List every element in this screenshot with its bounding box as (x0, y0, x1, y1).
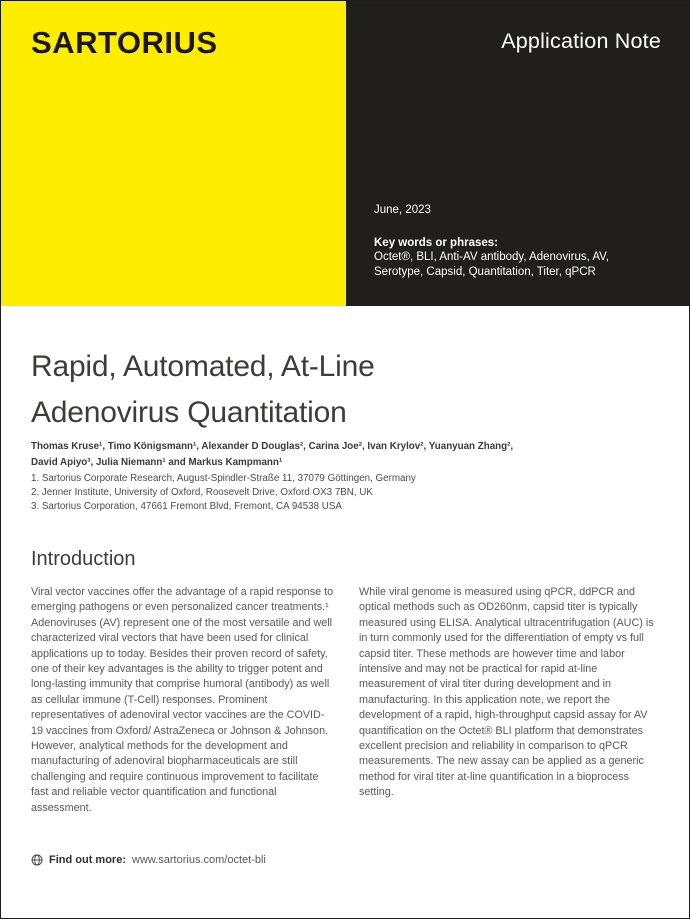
footer (31, 854, 266, 866)
introduction-column-left: Viral vector vaccines offer the advantage of a rapid response to emerging pathogens or even personalized cancer treatments.¹ Adenoviruses (AV) represent one of the most versatile and well characterized viral vectors that have been used for clinical applications up to today. Besides their proven record of safety, one of their key advantages is the ability to trigger potent and long-lasting immunity that comprise humoral (antibody) as well as cellular immune (T-Cell) responses. Prominent representatives of adenoviral vector vaccines are the COVID-19 vaccines from Oxford/ AstraZeneca or Johnson & Johnson. However, analytical methods for the development and manufacturing of adenoviral biopharmaceuticals are still challenging and require continuous improvement to facilitate fast and reliable vector quantification and functional assessment. (31, 586, 334, 814)
document-meta (374, 203, 609, 279)
page-title-line1: Rapid, Automated, At-Line (31, 350, 375, 383)
keywords-label: Key words or phrases: (374, 236, 498, 249)
keywords-line: Octet®, BLI, Anti-AV antibody, Adenovirus, AV, (374, 251, 609, 263)
document-type-label: Application Note (501, 29, 661, 53)
affiliation-line: 2. Jenner Institute, University of Oxford, Roosevelt Drive, Oxford OX3 7BN, UK (31, 487, 373, 498)
page-title-line2: Adenovirus Quantitation (31, 396, 347, 429)
section-heading-introduction: Introduction (31, 548, 136, 570)
affiliation-line: 3. Sartorius Corporation, 47661 Fremont Blvd, Fremont, CA 94538 USA (31, 501, 342, 512)
authors-line: David Apiyo³, Julia Niemann¹ and Markus Kampmann¹ (31, 457, 283, 468)
brand-header-panel (1, 1, 346, 306)
authors-line: Thomas Kruse¹, Timo Königsmann¹, Alexander D Douglas², Carina Joe², Ivan Krylov², Yuanyuan Zhang², (31, 441, 514, 452)
globe-icon (31, 854, 43, 866)
publication-date: June, 2023 (374, 204, 431, 216)
keywords-line: Serotype, Capsid, Quantitation, Titer, qPCR (374, 265, 596, 278)
authors-block (31, 439, 513, 471)
document-header-panel (346, 1, 690, 306)
introduction-body (31, 585, 663, 816)
sartorius-logo: SARTORIUS (31, 25, 218, 60)
introduction-column-right: While viral genome is measured using qPCR, ddPCR and optical methods such as OD260nm, capsid titer is typically measured using ELISA. Analytical ultracentrifugation (AUC) is in turn commonly used for the differentiation of empty vs full capsid titer. These methods are however time and labor intensive and may not be practical for rapid at-line measurement of viral titer during development and in manufacturing. In this application note, we report the development of a rapid, high-throughput capsid assay for AV quantification on the Octet® BLI platform that demonstrates excellent precision and reliability in comparison to qPCR measurements. The new assay can be applied as a generic method for viral titer at-line quantification in a bioprocess setting. (359, 586, 654, 799)
find-out-more-label: Find out more: (49, 854, 126, 866)
page-title (31, 344, 375, 436)
affiliations-block (31, 472, 416, 514)
affiliation-line: 1. Sartorius Corporate Research, August-Spindler-Straße 11, 37079 Göttingen, Germany (31, 473, 416, 484)
footer-url-link[interactable]: www.sartorius.com/octet-bli (132, 854, 266, 866)
